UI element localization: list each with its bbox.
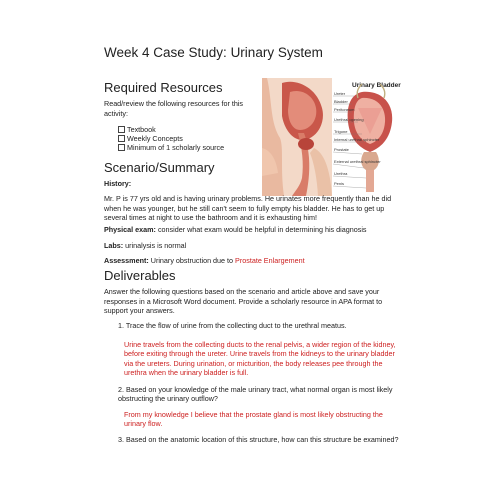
question-2: 2. Based on your knowledge of the male urinary tract, what normal organ is most likely obstructing the urinary outflow? xyxy=(118,385,393,404)
svg-text:Peritoneum: Peritoneum xyxy=(334,107,355,112)
answer-1: Urine travels from the collecting ducts to the renal pelvis, a wider region of the kidney, before exiting through the ureter. Urine travels from the kidneys to the urinary bladder via the ureters. During urination, or micturition, the body releases pee through the urethra when the urinary bladder is full. xyxy=(124,340,396,378)
physical-exam: Physical exam: consider what exam would be helpful in determining his diagnosis xyxy=(104,225,367,234)
deliverables-heading: Deliverables xyxy=(104,268,176,283)
labs: Labs: urinalysis is normal xyxy=(104,241,187,250)
resources-intro: Read/review the following resources for this activity: xyxy=(104,99,244,118)
svg-text:Penis: Penis xyxy=(334,181,345,186)
answer-2: From my knowledge I believe that the prostate gland is most likely obstructing the urinary flow. xyxy=(124,410,383,429)
svg-text:Prostate: Prostate xyxy=(334,147,349,152)
svg-text:Urethral opening: Urethral opening xyxy=(334,117,364,122)
deliverables-intro: Answer the following questions based on the scenario and article above and save your responses in a Microsoft Word document. Provide a scholarly resource in APA format to support your answers. xyxy=(104,287,383,316)
svg-text:Urethra: Urethra xyxy=(334,171,348,176)
svg-text:Ureter: Ureter xyxy=(334,91,346,96)
resources-list xyxy=(118,125,224,153)
figure-title: Urinary Bladder xyxy=(352,82,401,89)
history-label: History: xyxy=(104,179,132,188)
assessment: Assessment: Urinary obstruction due to Prostate Enlargement xyxy=(104,256,305,265)
document-title: Week 4 Case Study: Urinary System xyxy=(104,45,323,60)
checkbox-icon xyxy=(118,135,125,142)
svg-text:Bladder: Bladder xyxy=(334,99,348,104)
resource-item: Minimum of 1 scholarly source xyxy=(118,143,224,152)
resource-item: Weekly Concepts xyxy=(118,134,224,143)
svg-text:External urethral sphincter: External urethral sphincter xyxy=(334,159,381,164)
svg-text:Trigone: Trigone xyxy=(334,129,348,134)
question-3: 3. Based on the anatomic location of this structure, how can this structure be examined? xyxy=(118,435,399,444)
urinary-bladder-figure xyxy=(262,78,414,196)
assessment-answer: Prostate Enlargement xyxy=(235,256,305,265)
history-text: Mr. P is 77 yrs old and is having urinary problems. He urinates more frequently than he did when he was younger, but he still can't seem to fully empty his bladder. He has to get up several times at night to use the bathroom and it is exhausting him! xyxy=(104,194,392,223)
bladder-illustration xyxy=(262,78,414,196)
question-1: 1. Trace the flow of urine from the collecting duct to the urethral meatus. xyxy=(118,321,347,330)
checkbox-icon xyxy=(118,144,125,151)
checkbox-icon xyxy=(118,126,125,133)
svg-text:Internal urethral sphincter: Internal urethral sphincter xyxy=(334,137,380,142)
scenario-heading: Scenario/Summary xyxy=(104,160,215,175)
resource-item: Textbook xyxy=(118,125,224,134)
resources-heading: Required Resources xyxy=(104,80,223,95)
